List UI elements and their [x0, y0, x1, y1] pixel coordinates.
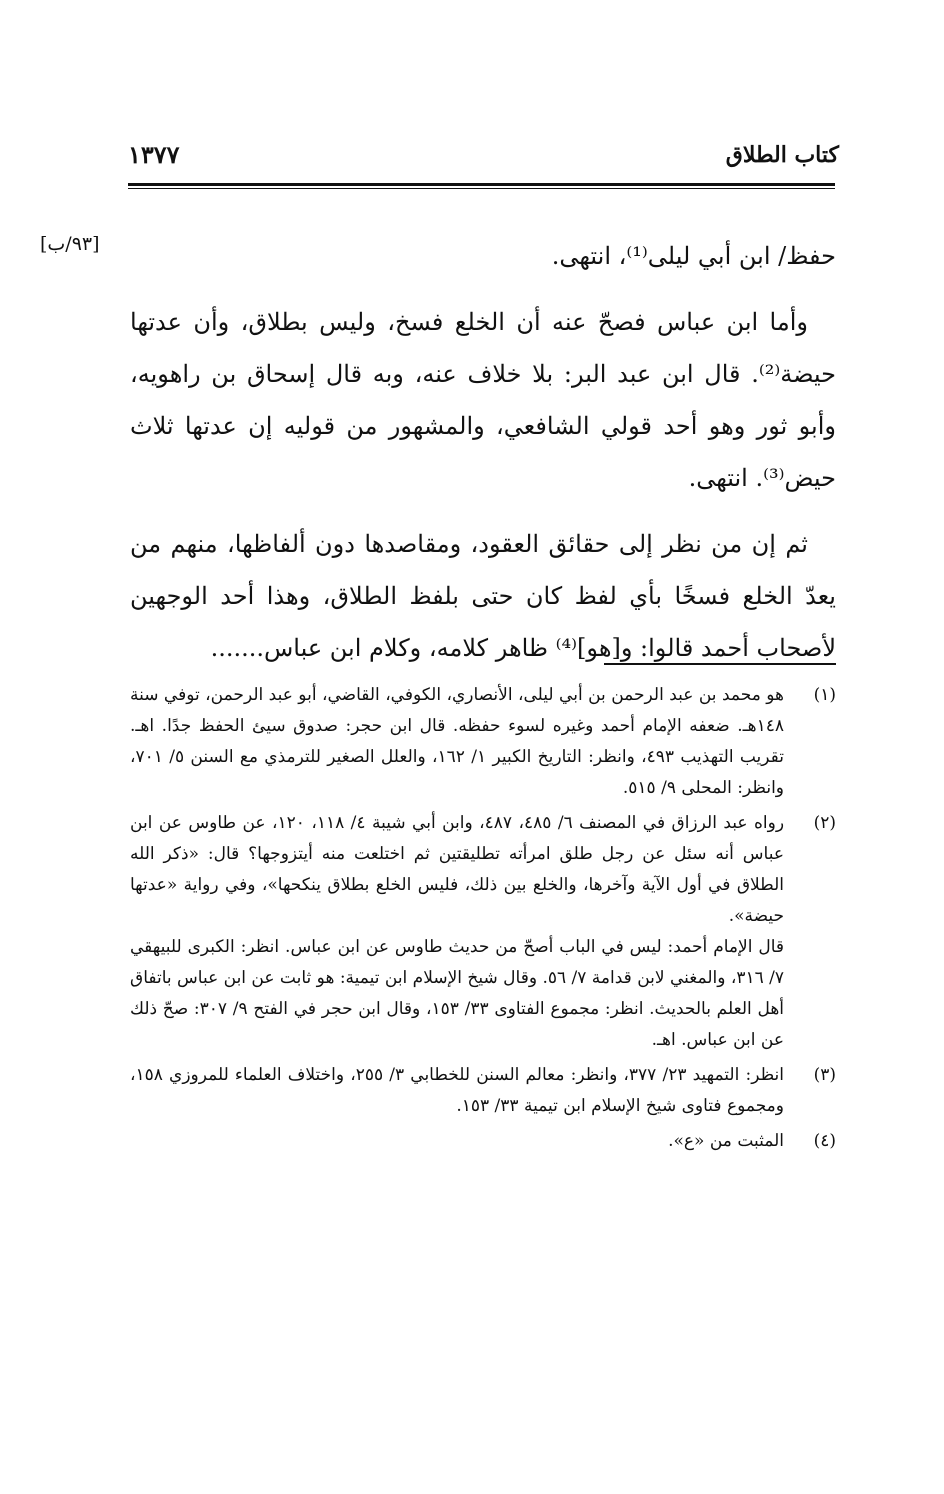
header-rule-thick: [128, 183, 835, 186]
running-header-title: كتاب الطلاق: [725, 142, 839, 168]
footnote-number: (٣): [813, 1065, 836, 1085]
header-rule-thin: [128, 188, 835, 189]
footnote-4: [130, 1126, 836, 1157]
footnote-text: المثبت من «ع».: [668, 1131, 784, 1151]
footnote-number: (١): [813, 685, 836, 705]
footnote-separator: [604, 663, 836, 665]
footnote-text: قال الإمام أحمد: ليس في الباب أصحّ من حديث طاوس عن ابن عباس. انظر: الكبرى للبيهقي ٧/ ٣١٦، والمغني لابن قدامة ٧/ ٥٦. وقال شيخ الإسلام ابن تيمية: هو ثابت عن ابن عباس باتفاق أهل العلم بالحديث. انظر: مجموع الفتاوى ٣٣/ ١٥٣، وقال ابن حجر في الفتح ٩/ ٣٠٧: صحّ ذلك عن ابن عباس. اهـ.: [130, 937, 785, 1050]
footnote-text: انظر: التمهيد ٢٣/ ٣٧٧، وانظر: معالم السنن للخطابي ٣/ ٢٥٥، واختلاف العلماء للمروزي ١٥٨، ومجموع فتاوى شيخ الإسلام ابن تيمية ٣٣/ ١٥٣.: [130, 1065, 784, 1116]
manuscript-folio-marker: [٩٣/ب]: [40, 233, 100, 255]
footnote-text: هو محمد بن عبد الرحمن بن أبي ليلى، الأنصاري، الكوفي، القاضي، أبو عبد الرحمن، توفي سنة ١٤٨هـ. ضعفه الإمام أحمد وغيره لسوء حفظه. قال ابن حجر: صدوق سيئ الحفظ جدًا. اهـ. تقريب التهذيب ٤٩٣، وانظر: التاريخ الكبير ١/ ١٦٢، والعلل الصغير للترمذي مع السنن ٥/ ٧٠١، وانظر: المحلى ٩/ ٥١٥.: [130, 685, 784, 798]
footnote-2: [130, 808, 836, 1056]
footnote-1: [130, 680, 836, 804]
paragraph-1: حفظ/ ابن أبي ليلى⁽¹⁾، انتهى.: [551, 242, 836, 270]
footnote-number: (٤): [813, 1131, 836, 1151]
page-number: ١٣٧٧: [128, 140, 180, 169]
footnotes: [130, 680, 836, 1161]
paragraph-3: ثم إن من نظر إلى حقائق العقود، ومقاصدها دون ألفاظها، منهم من يعدّ الخلع فسخًا بأي لفظ كان حتى بلفظ الطلاق، وهذا أحد الوجهين لأصحاب أحمد قالوا: و[هو]⁽⁴⁾ ظاهر كلامه، وكلام ابن عباس.......: [130, 530, 836, 662]
footnote-number: (٢): [813, 813, 836, 833]
paragraph-2: وأما ابن عباس فصحّ عنه أن الخلع فسخ، وليس بطلاق، وأن عدتها حيضة⁽²⁾. قال ابن عبد البر: بلا خلاف عنه، وبه قال إسحاق بن راهويه، وأبو ثور وهو أحد قولي الشافعي، والمشهور من قوليه إن عدتها ثلاث حيض⁽³⁾. انتهى.: [130, 308, 836, 492]
footnote-3: [130, 1060, 836, 1122]
footnote-text: رواه عبد الرزاق في المصنف ٦/ ٤٨٥، ٤٨٧، وابن أبي شيبة ٤/ ١١٨، ١٢٠، عن طاوس عن ابن عباس أنه سئل عن رجل طلق امرأته تطليقتين ثم اختلعت منه أيتزوجها؟ قال: «ذكر الله الطلاق في أول الآية وآخرها، والخلع بين ذلك، فليس الخلع بطلاق ينكحها»، وفي رواية «عدتها حيضة».: [130, 813, 785, 926]
main-text: [130, 230, 836, 674]
